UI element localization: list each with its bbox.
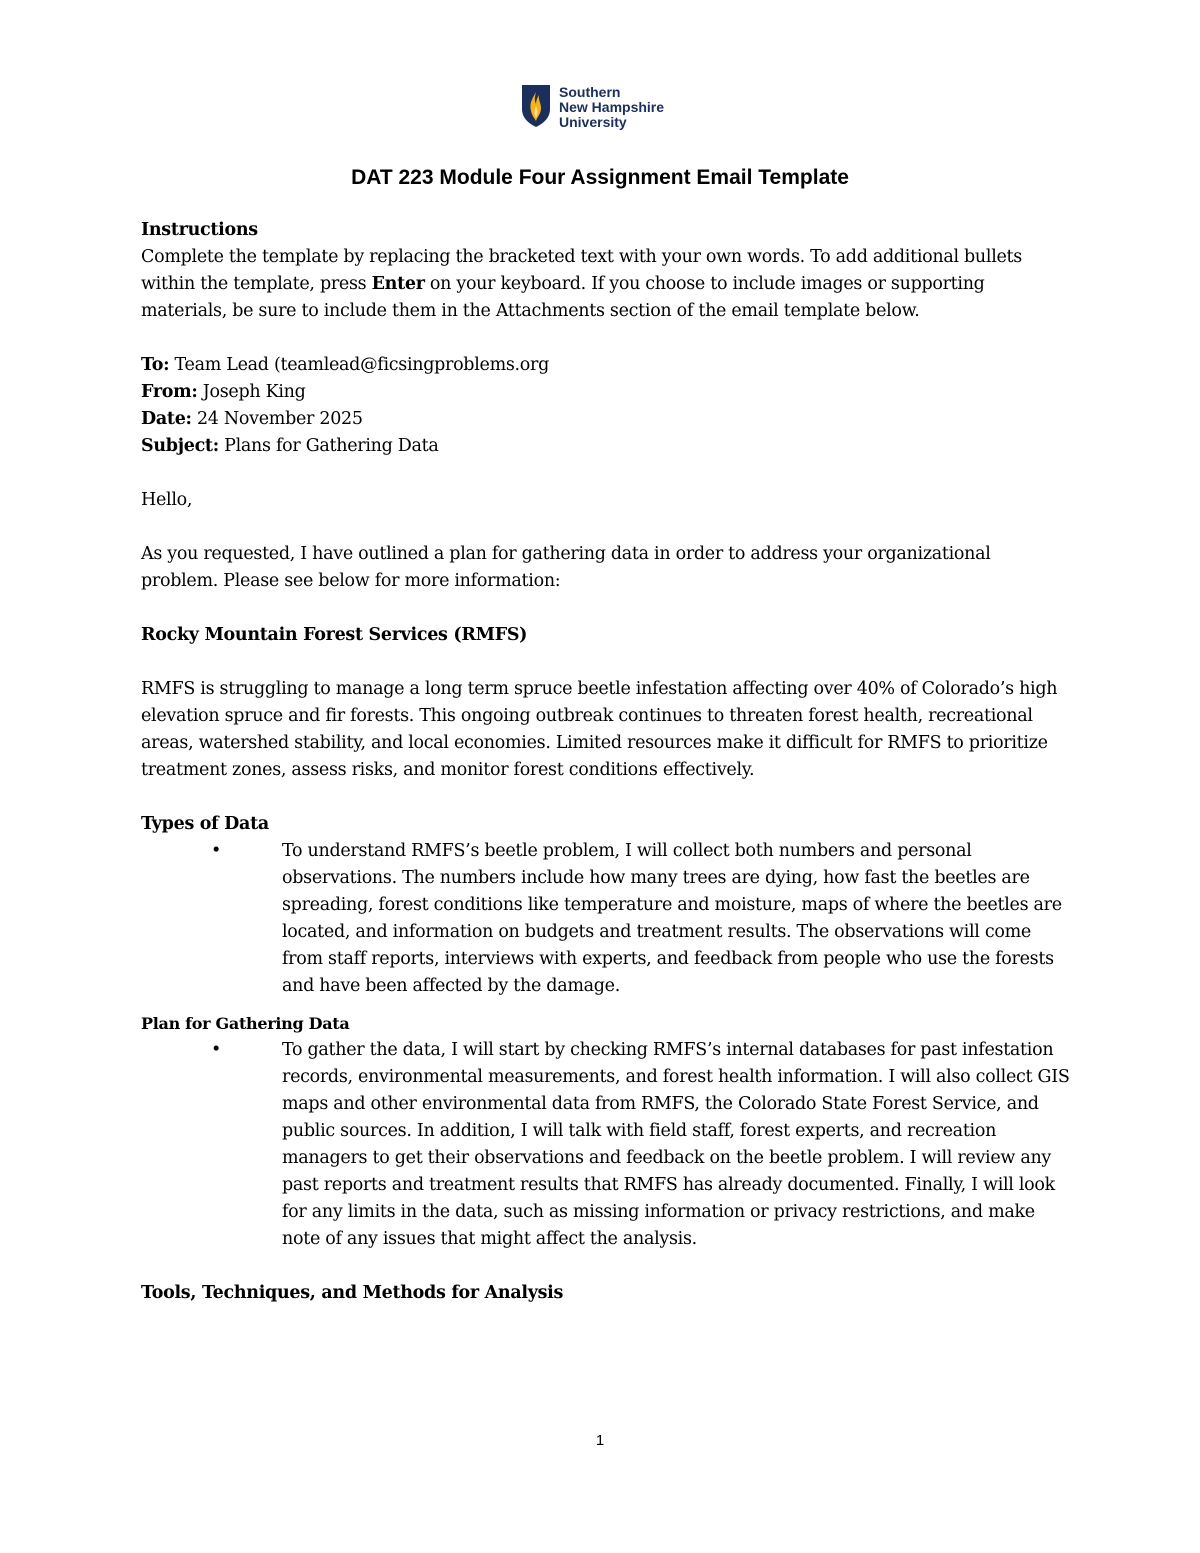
date-value: 24 November 2025 <box>191 409 363 429</box>
to-value: Team Lead (teamlead@ficsingproblems.org <box>169 355 550 375</box>
intro-paragraph: As you requested, I have outlined a plan for gathering data in order to address your organizational problem. Please see below for more information: <box>141 544 991 591</box>
logo-line-3: University <box>559 114 627 130</box>
date-label: Date: <box>141 409 192 429</box>
document-body <box>141 217 1071 1307</box>
organization-body: RMFS is struggling to manage a long term spruce beetle infestation affecting over 40% of Colorado’s high elevation spruce and fir forests. This ongoing outbreak continues to threaten forest health, recreational areas, watershed stability, and local economies. Limited resources make it difficult for RMFS to prioritize treatment zones, assess risks, and monitor forest conditions effectively. <box>141 679 1058 780</box>
logo-line-2: New Hampshire <box>559 99 665 115</box>
to-label: To: <box>141 355 170 375</box>
logo-line-1: Southern <box>559 84 621 100</box>
instructions-text-start: Complete the template by replacing the bracketed text with your own words. To add additional bullets within the template, press <box>141 247 1022 294</box>
bullet-icon: • <box>211 1040 222 1060</box>
document-title: DAT 223 Module Four Assignment Email Template <box>351 166 849 189</box>
subject-value: Plans for Gathering Data <box>218 436 439 456</box>
list-item <box>141 1037 1071 1253</box>
types-of-data-text: To understand RMFS’s beetle problem, I will collect both numbers and personal observations. The numbers include how many trees are dying, how fast the beetles are spreading, forest conditions like temperature and moisture, maps of where the beetles are located, and information on budgets and treatment results. The observations will come from staff reports, interviews with experts, and feedback from people who use the forests and have been affected by the damage. <box>282 841 1062 996</box>
greeting: Hello, <box>141 490 193 510</box>
instructions-text <box>141 244 1071 325</box>
date-line <box>141 406 1071 433</box>
university-logo <box>521 84 664 130</box>
to-line <box>141 352 1071 379</box>
snhu-shield-flame-icon <box>521 84 551 128</box>
instructions-heading: Instructions <box>141 220 258 240</box>
page-number: 1 <box>595 1432 605 1449</box>
from-line <box>141 379 1071 406</box>
enter-key-text: Enter <box>371 274 425 294</box>
from-value: Joseph King <box>197 382 306 402</box>
instructions-text-end: on your keyboard. If you choose to include images or supporting materials, be sure to include them in the Attachments section of the email template below. <box>141 274 985 321</box>
plan-heading: Plan for Gathering Data <box>141 1014 350 1033</box>
tools-heading: Tools, Techniques, and Methods for Analysis <box>141 1283 564 1303</box>
list-item <box>141 838 1071 1000</box>
bullet-icon: • <box>211 841 222 861</box>
subject-line <box>141 433 1071 460</box>
logo-wordmark <box>559 85 664 130</box>
organization-heading: Rocky Mountain Forest Services (RMFS) <box>141 625 528 645</box>
subject-label: Subject: <box>141 436 219 456</box>
from-label: From: <box>141 382 198 402</box>
plan-text: To gather the data, I will start by checking RMFS’s internal databases for past infestation records, environmental measurements, and forest health information. I will also collect GIS maps and other environmental data from RMFS, the Colorado State Forest Service, and public sources. In addition, I will talk with field staff, forest experts, and recreation managers to get their observations and feedback on the beetle problem. I will review any past reports and treatment results that RMFS has already documented. Finally, I will look for any limits in the data, such as missing information or privacy restrictions, and make note of any issues that might affect the analysis. <box>282 1040 1070 1249</box>
types-of-data-heading: Types of Data <box>141 814 269 834</box>
